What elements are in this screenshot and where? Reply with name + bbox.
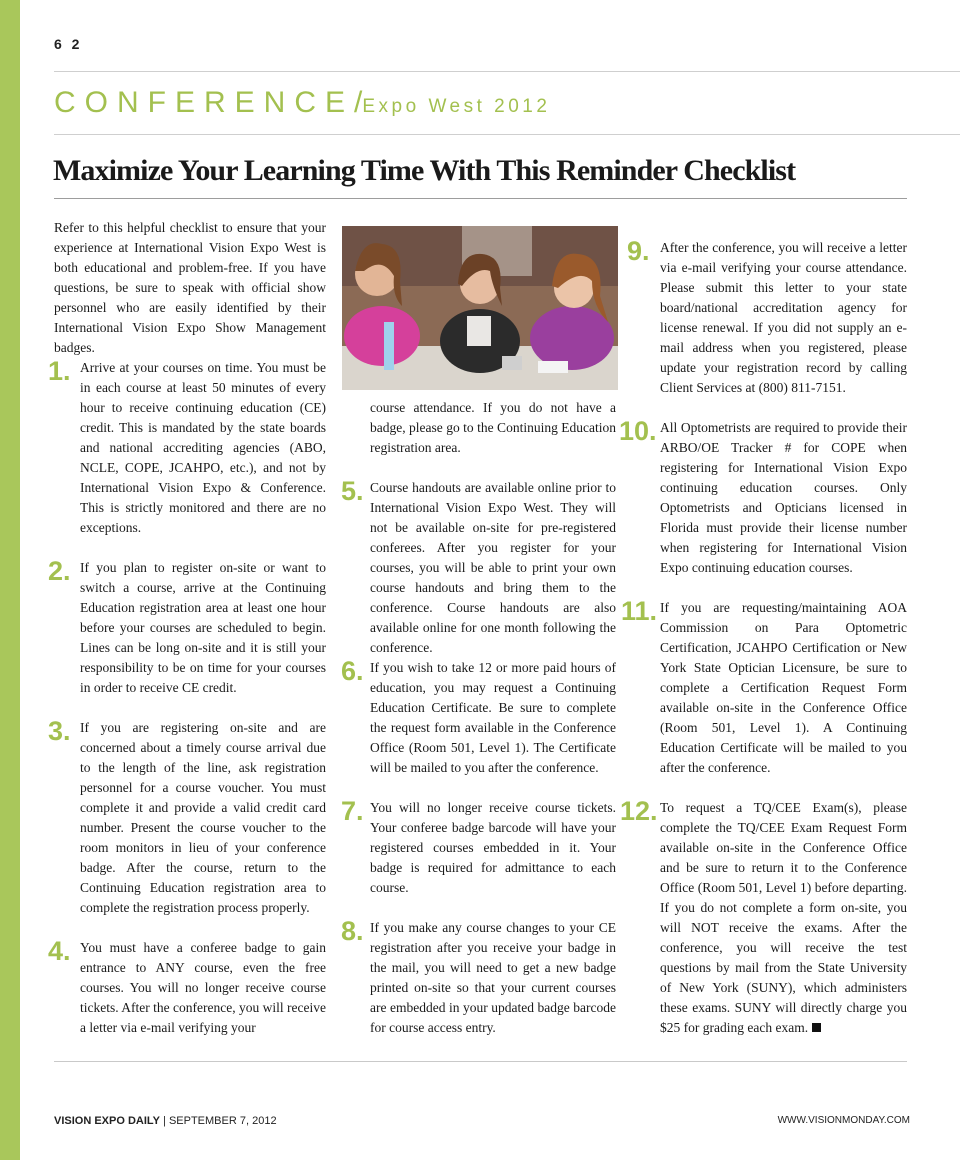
item-number: 3. — [48, 716, 71, 746]
item-text: If you plan to register on-site or want to switch a course, arrive at the Continuing Education registration area at least one hour before your courses are scheduled to begin. Lines can be long on-site and it is still your responsibility to be on time for your courses in order to receive CE credit. — [80, 560, 326, 695]
item-number: 1. — [48, 356, 71, 386]
item-number: 9. — [627, 236, 650, 266]
item-number: 7. — [341, 796, 364, 826]
conference-photo — [342, 226, 618, 390]
section-main: CONFERENCE — [54, 86, 355, 119]
item-text: You will no longer receive course tickets. Your conferee badge barcode will have your registered courses embedded in it. Your badge is required for admittance to each course. — [370, 800, 616, 895]
item-number: 10. — [619, 416, 657, 446]
item-text: All Optometrists are required to provide their ARBO/OE Tracker # for COPE when registering for International Vision Expo continuing education courses. Only Optometrists and Opticians licensed in Florida must provide their license number when registering for International Vision Expo continuing education courses. — [660, 420, 907, 575]
bottom-rule — [54, 1061, 907, 1062]
footer-date: SEPTEMBER 7, 2012 — [168, 1115, 277, 1127]
item-text: You must have a conferee badge to gain entrance to ANY course, even the free courses. You will no longer receive course tickets. After the conference, you will receive a letter via e-mail verifying your — [80, 940, 326, 1035]
item-text: If you are requesting/maintaining AOA Commission on Para Optometric Certification, JCAHPO Certification or New York State Optician Licensure, be sure to complete a Certification Request Form available on-site in the Conference Office (Room 501, Level 1). A Continuing Education Certificate will be mailed to you after the conference. — [660, 600, 907, 775]
item-number: 12. — [620, 796, 658, 826]
item-text: After the conference, you will receive a letter via e-mail verifying your course attendance. Please submit this letter to your state board/national accreditation agency for license renewal. If you did not supply an e-mail address when you registered, please update your registration record by calling Client Services at (800) 811-7151. — [660, 240, 907, 395]
top-rule — [54, 71, 960, 72]
item-4-continuation: course attendance. If you do not have a badge, please go to the Continuing Education registration area. — [370, 400, 616, 455]
section-heading — [54, 86, 550, 120]
item-text-wrapper — [660, 798, 907, 1038]
item-text: If you are registering on-site and are concerned about a timely course arrival due to the length of the line, ask registration personnel for a course voucher. You must complete it and provide a valid credit card number. Present the course voucher to the room monitors in lieu of your conference badge. After the course, return to the Continuing Education registration area to complete the registration process properly. — [80, 720, 326, 915]
end-of-article-square-icon — [812, 1023, 821, 1032]
footer-separator: | — [159, 1115, 169, 1127]
item-text: If you wish to take 12 or more paid hours of education, you may request a Continuing Education Certificate. Be sure to complete the request form available in the Conference Office (Room 501, Level 1). The Certificate will be mailed to you after the conference. — [370, 660, 616, 775]
page-number: 6 2 — [54, 36, 83, 52]
side-accent-bar — [0, 0, 20, 1160]
item-number: 4. — [48, 936, 71, 966]
footer-brand: VISION EXPO DAILY — [54, 1115, 160, 1127]
item-text: To request a TQ/CEE Exam(s), please complete the TQ/CEE Exam Request Form available on-site in the Conference Office and be sure to return it to the Conference Office (Room 501, Level 1) before departing. If you do not complete a form on-site, you will NOT receive the exams. After the conference, you will receive the test questions by mail from the State University of New York (SUNY), which administers these exams. SUNY will directly charge you $25 for grading each exam. — [660, 800, 907, 1035]
title-rule — [54, 198, 907, 199]
item-number: 5. — [341, 476, 364, 506]
section-separator: / — [354, 86, 363, 119]
section-rule — [54, 134, 960, 135]
item-text: Arrive at your courses on time. You must be in each course at least 50 minutes of every hour to receive continuing education (CE) credit. This is mandated by the state boards and national accrediting agencies (ABO, NCLE, COPE, JCAHPO, etc.), and not by International Vision Expo & Conference. This is strictly monitored and there are no exceptions. — [80, 360, 326, 535]
item-number: 8. — [341, 916, 364, 946]
item-number: 2. — [48, 556, 71, 586]
item-number: 11. — [621, 596, 658, 626]
item-text: Course handouts are available online prior to International Vision Expo West. They will not be available on-site for pre-registered conferees. After you register for your courses, you will be able to print your own course handouts and bring them to the conference. Course handouts are also available online for one month following the conference. — [370, 480, 616, 655]
item-number: 6. — [341, 656, 364, 686]
section-sub: Expo West 2012 — [362, 96, 551, 117]
item-text: If you make any course changes to your CE registration after you receive your badge in the mail, you will need to get a new badge printed on-site so that your current courses are embedded in your updated badge barcode for course access entry. — [370, 920, 616, 1035]
intro-paragraph: Refer to this helpful checklist to ensure that your experience at International Vision Expo West is both educational and problem-free. If you have questions, be sure to speak with official show personnel who are easily identified by their International Vision Expo Show Management badges. — [54, 220, 326, 355]
page-title: Maximize Your Learning Time With This Reminder Checklist — [53, 154, 796, 187]
footer-website: WWW.VISIONMONDAY.COM — [777, 1115, 910, 1126]
footer-publication — [54, 1115, 277, 1127]
